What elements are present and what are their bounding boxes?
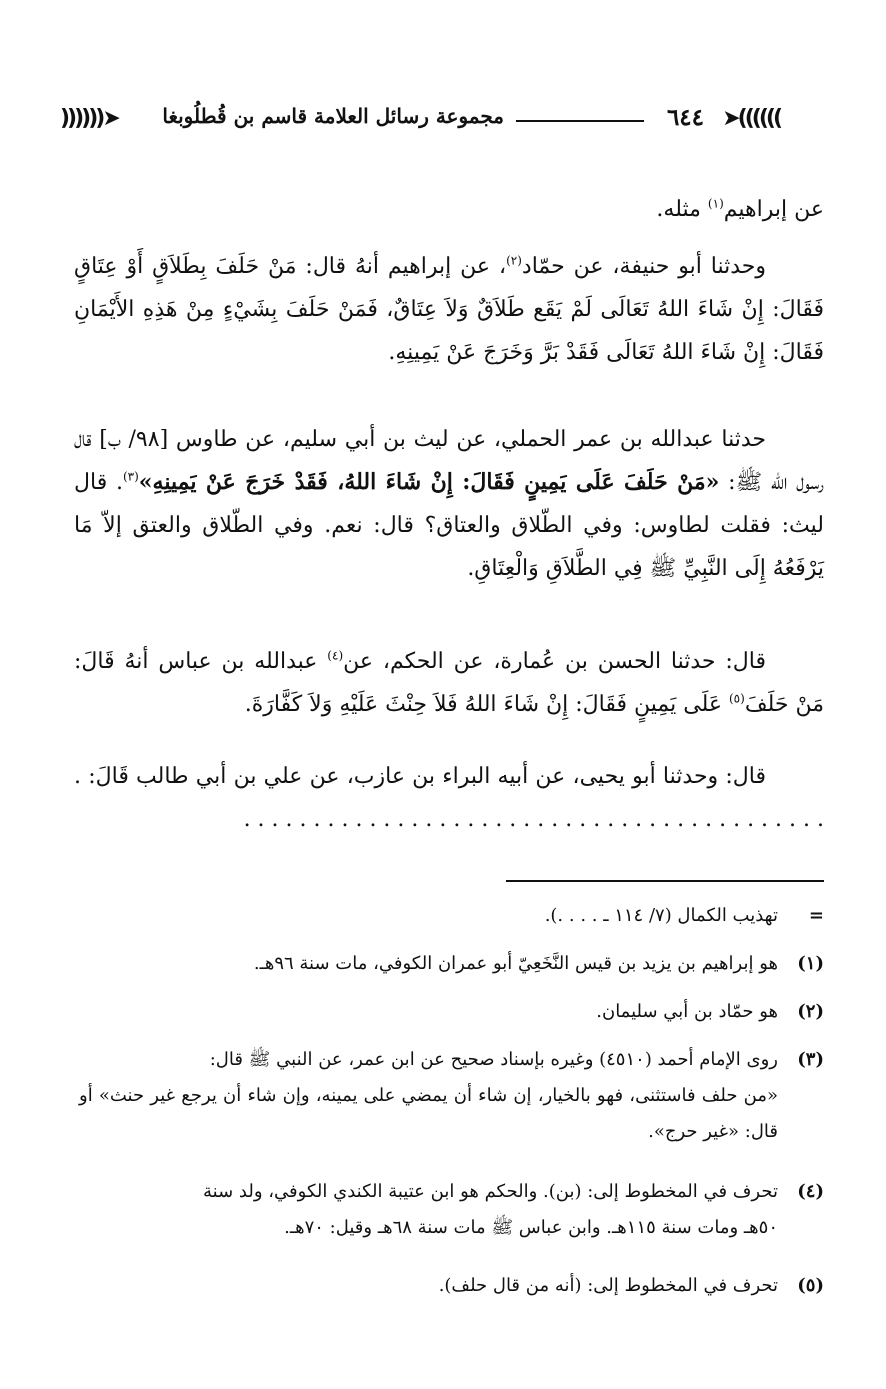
footnote-text: تحرف في المخطوط إلى: (أنه من قال حلف). (438, 1275, 778, 1296)
footnote-ref[interactable]: (٥) (728, 691, 745, 706)
text-run: مثله. (656, 197, 708, 222)
page-number: ٦٤٤ (666, 104, 704, 131)
footnote-3 (79, 1042, 824, 1150)
text-run: . قال ليث: فقلت لطاوس: وفي الطّلاق والعتاق؟ قال: نعم. وفي الطّلاق والعتق إلاّ مَا يَرْفَعُهُ إِلَى النَّبِيِّ ﷺ فِي الطَّلاَقِ وَالْعِتَاقِ. (74, 470, 824, 581)
footnote-5 (79, 1268, 824, 1304)
footnote-ref[interactable]: (٤) (327, 648, 344, 663)
footnote-marker: (٢) (797, 1001, 824, 1022)
footnote-marker: (٥) (797, 1275, 824, 1296)
footnote-separator (506, 880, 824, 882)
footnote-text: روى الإمام أحمد (٤٥١٠) وغيره بإسناد صحيح عن ابن عمر، عن النبي ﷺ قال: (209, 1049, 778, 1070)
text-run: قال: حدثنا الحسن بن عُمارة، عن الحكم، عن (343, 649, 767, 674)
footnote-1 (79, 946, 824, 982)
header-ornament-right: ➤(((((( (722, 106, 780, 131)
footnote-2 (79, 994, 824, 1030)
footnote-marker: (٤) (797, 1181, 824, 1202)
hadith-quote: «مَنْ حَلَفَ عَلَى يَمِينٍ فَقَالَ: إِنْ شَاءَ اللهُ، فَقَدْ خَرَجَ عَنْ يَمِينِهِ» (138, 469, 720, 495)
paragraph-2 (74, 245, 824, 374)
footnote-text-continued: «من حلف فاستثنى، فهو بالخيار، إن شاء أن يمضي على يمينه، وإن شاء أن يرجع غير حنث» أو قال: «غير حرج». (79, 1085, 778, 1142)
footnote-text: هو إبراهيم بن يزيد بن قيس النَّخَعِيّ أبو عمران الكوفي، مات سنة ٩٦هـ. (253, 953, 778, 974)
footnote-marker: = (808, 905, 824, 926)
footnote-marker: (٣) (797, 1049, 824, 1070)
footnote-text: تحرف في المخطوط إلى: (بن). والحكم هو ابن عتيبة الكندي الكوفي، ولد سنة (203, 1181, 778, 1202)
footnote-text-continued: ٥٠هـ ومات سنة ١١٥هـ. وابن عباس ﷺ مات سنة ٦٨هـ وقيل: ٧٠هـ. (284, 1217, 778, 1238)
text-run: حدثنا عبدالله بن عمر الحملي، عن ليث بن أبي سليم، عن طاوس [٩٨/ ب] قال رسول الله ﷺ: (74, 427, 824, 495)
header-ornament-left: ))))))➤ (60, 106, 118, 131)
footnote-text: تهذيب الكمال (٧/ ١١٤ ـ . . . .). (544, 905, 778, 926)
paragraph-5 (74, 755, 824, 841)
footnote-marker: (١) (797, 953, 824, 974)
text-run: عن إبراهيم (723, 197, 824, 222)
text-run: قال: وحدثنا أبو يحيى، عن أبيه البراء بن عازب، عن علي بن أبي طالب قَالَ: (88, 764, 766, 789)
text-run: ، عن إبراهيم أنهُ قال: مَنْ حَلَفَ بِطَلاَقٍ أَوْ عِتَاقٍ فَقَالَ: إِنْ شَاءَ اللهُ تَعَالَى لَمْ يَقَع طَلاَقٌ وَلاَ عِتَاقٌ، فَمَنْ حَلَفَ بِشَيْءٍ مِنْ هَذِهِ الأَيْمَانِ فَقَالَ: إِنْ شَاءَ اللهُ تَعَالَى فَقَدْ بَرَّ وَخَرَجَ عَنْ يَمِينِهِ. (74, 254, 824, 365)
text-run: عبدالله بن عباس أنهُ قَالَ: مَنْ حَلَفَ (74, 649, 824, 717)
paragraph-1 (74, 188, 824, 231)
running-header (60, 100, 780, 140)
text-run: عَلَى يَمِينٍ فَقَالَ: إِنْ شَاءَ اللهُ فَلاَ حِنْثَ عَلَيْهِ وَلاَ كَفَّارَةَ. (244, 692, 729, 717)
footnote-text: هو حمّاد بن أبي سليمان. (596, 1001, 778, 1022)
footnote-ref[interactable]: (٢) (506, 253, 522, 268)
footnote-ref[interactable]: (١) (707, 196, 724, 211)
footnote-ref[interactable]: (٣) (122, 469, 139, 484)
header-rule (516, 120, 644, 122)
text-run: وحدثنا أبو حنيفة، عن حمّاد (521, 254, 767, 279)
footnote-continued (79, 898, 824, 934)
footnote-4 (79, 1174, 824, 1246)
paragraph-3 (74, 418, 824, 590)
paragraph-4 (74, 640, 824, 726)
running-title: مجموعة رسائل العلامة قاسم بن قُطلُوبغا (162, 104, 504, 128)
ellipsis-dots: . . . . . . . . . . . . . . . . . . . . . . . . . . . . . . . . . . . . . . . . . . . (74, 764, 824, 832)
